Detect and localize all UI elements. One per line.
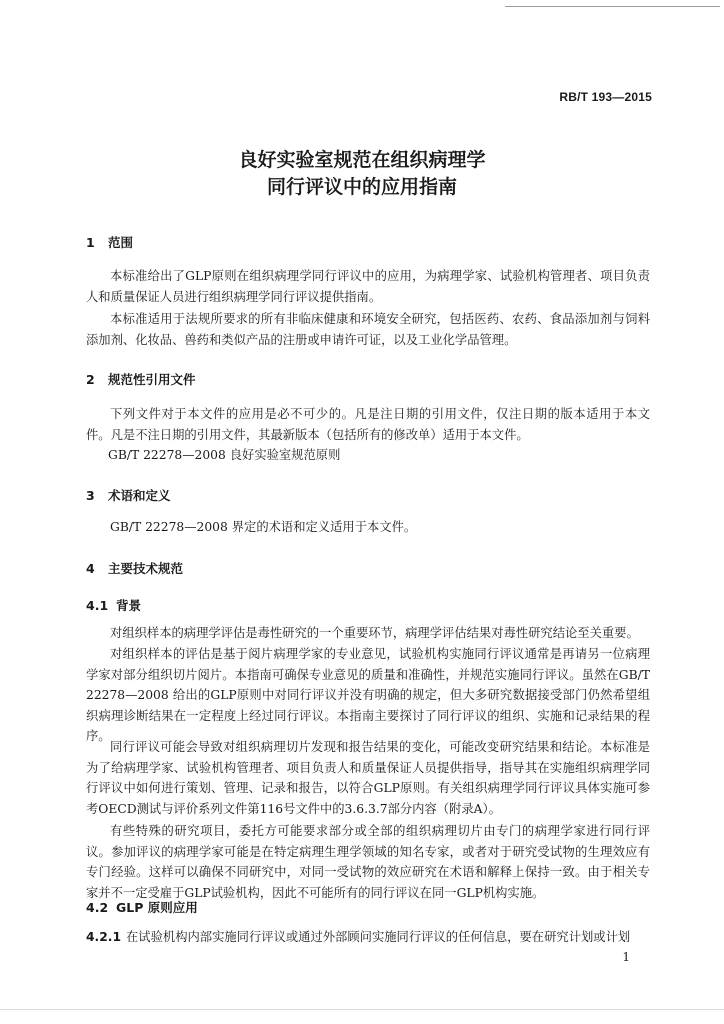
section-2-heading — [86, 370, 196, 388]
section-title: 术语和定义 — [108, 488, 171, 503]
page-number: 1 — [622, 950, 630, 964]
paragraph: 同行评议可能会导致对组织病理切片发现和报告结果的变化，可能改变研究结果和结论。本标准是为了给病理学家、试验机构管理者、项目负责人和质量保证人员提供指导，指导其在实施组织病理学同行评议中如何进行策划、管理、记录和报告，以符合GLP原则。有关组织病理学同行评议具体实施可参考OECD测试与评价系列文件第116号文件中的3.6.3.7部分内容（附录A）。 — [86, 740, 650, 816]
reference-item: GB/T 22278—2008 良好实验室规范原则 — [108, 448, 341, 462]
paragraph: 对组织样本的病理学评估是毒性研究的一个重要环节，病理学评估结果对毒性研究结论至关重要。 — [110, 626, 639, 640]
section-title: 主要技术规范 — [108, 561, 184, 576]
title-line-2: 同行评议中的应用指南 — [266, 176, 457, 198]
section-number: 3 — [86, 488, 95, 503]
header-rule — [505, 6, 720, 7]
paragraph: 对组织样本的评估是基于阅片病理学家的专业意见，试验机构实施同行评议通常是再请另一位病理学家对部分组织切片阅片。本指南可确保专业意见的质量和准确性，并规范实施同行评议。虽然在GB/T 22278—2008 给出的GLP原则中对同行评议并没有明确的规定，但大多研究数据接受部门仍然希望组织病理诊断结果在一定程度上经过同行评议。本指南主要探讨了同行评议的组织、实施和记录结果的程序。 — [86, 647, 650, 743]
paragraph: 下列文件对于本文件的应用是必不可少的。凡是注日期的引用文件，仅注日期的版本适用于本文件。凡是不注日期的引用文件，其最新版本（包括所有的修改单）适用于本文件。 — [86, 407, 650, 442]
subsection-number: 4.1 — [86, 598, 109, 613]
title-line-1: 良好实验室规范在组织病理学 — [238, 149, 486, 171]
subsection-title: 背景 — [116, 598, 142, 613]
section-4-heading — [86, 559, 183, 577]
section-title: 范围 — [108, 235, 134, 250]
paragraph: 本标准给出了GLP原则在组织病理学同行评议中的应用，为病理学家、试验机构管理者、项目负责人和质量保证人员进行组织病理学同行评议提供指南。 — [86, 269, 650, 304]
subsection-4-1-heading — [86, 596, 141, 614]
subsection-4-2-heading — [86, 898, 198, 916]
clause-text: 在试验机构内部实施同行评议或通过外部顾问实施同行评议的任何信息，要在研究计划或计划 — [126, 930, 631, 944]
paragraph: GB/T 22278—2008 界定的术语和定义适用于本文件。 — [110, 520, 417, 534]
section-number: 4 — [86, 561, 95, 576]
clause-4-2-1 — [86, 927, 650, 948]
section-title: 规范性引用文件 — [108, 372, 196, 387]
paragraph: 本标准适用于法规所要求的所有非临床健康和环境安全研究，包括医药、农药、食品添加剂与饲料添加剂、化妆品、兽药和类似产品的注册或申请许可证，以及工业化学品管理。 — [86, 312, 650, 347]
section-1-heading — [86, 233, 133, 251]
section-3-heading — [86, 486, 171, 504]
clause-number: 4.2.1 — [86, 930, 122, 944]
subsection-title: GLP 原则应用 — [116, 900, 198, 915]
section-number: 2 — [86, 372, 95, 387]
document-title — [0, 147, 724, 201]
standard-code: RB/T 193—2015 — [559, 90, 652, 104]
scan-edge — [0, 1009, 724, 1010]
section-number: 1 — [86, 235, 95, 250]
subsection-number: 4.2 — [86, 900, 109, 915]
paragraph: 有些特殊的研究项目，委托方可能要求部分或全部的组织病理切片由专门的病理学家进行同行评议。参加评议的病理学家可能是在特定病理生理学领域的知名专家，或者对于研究受试物的生理效应有专门经验。这样可以确保不同研究中，对同一受试物的效应研究在术语和解释上保持一致。由于相关专家并不一定受雇于GLP试验机构，因此不可能所有的同行评议在同一GLP机构实施。 — [86, 824, 650, 900]
